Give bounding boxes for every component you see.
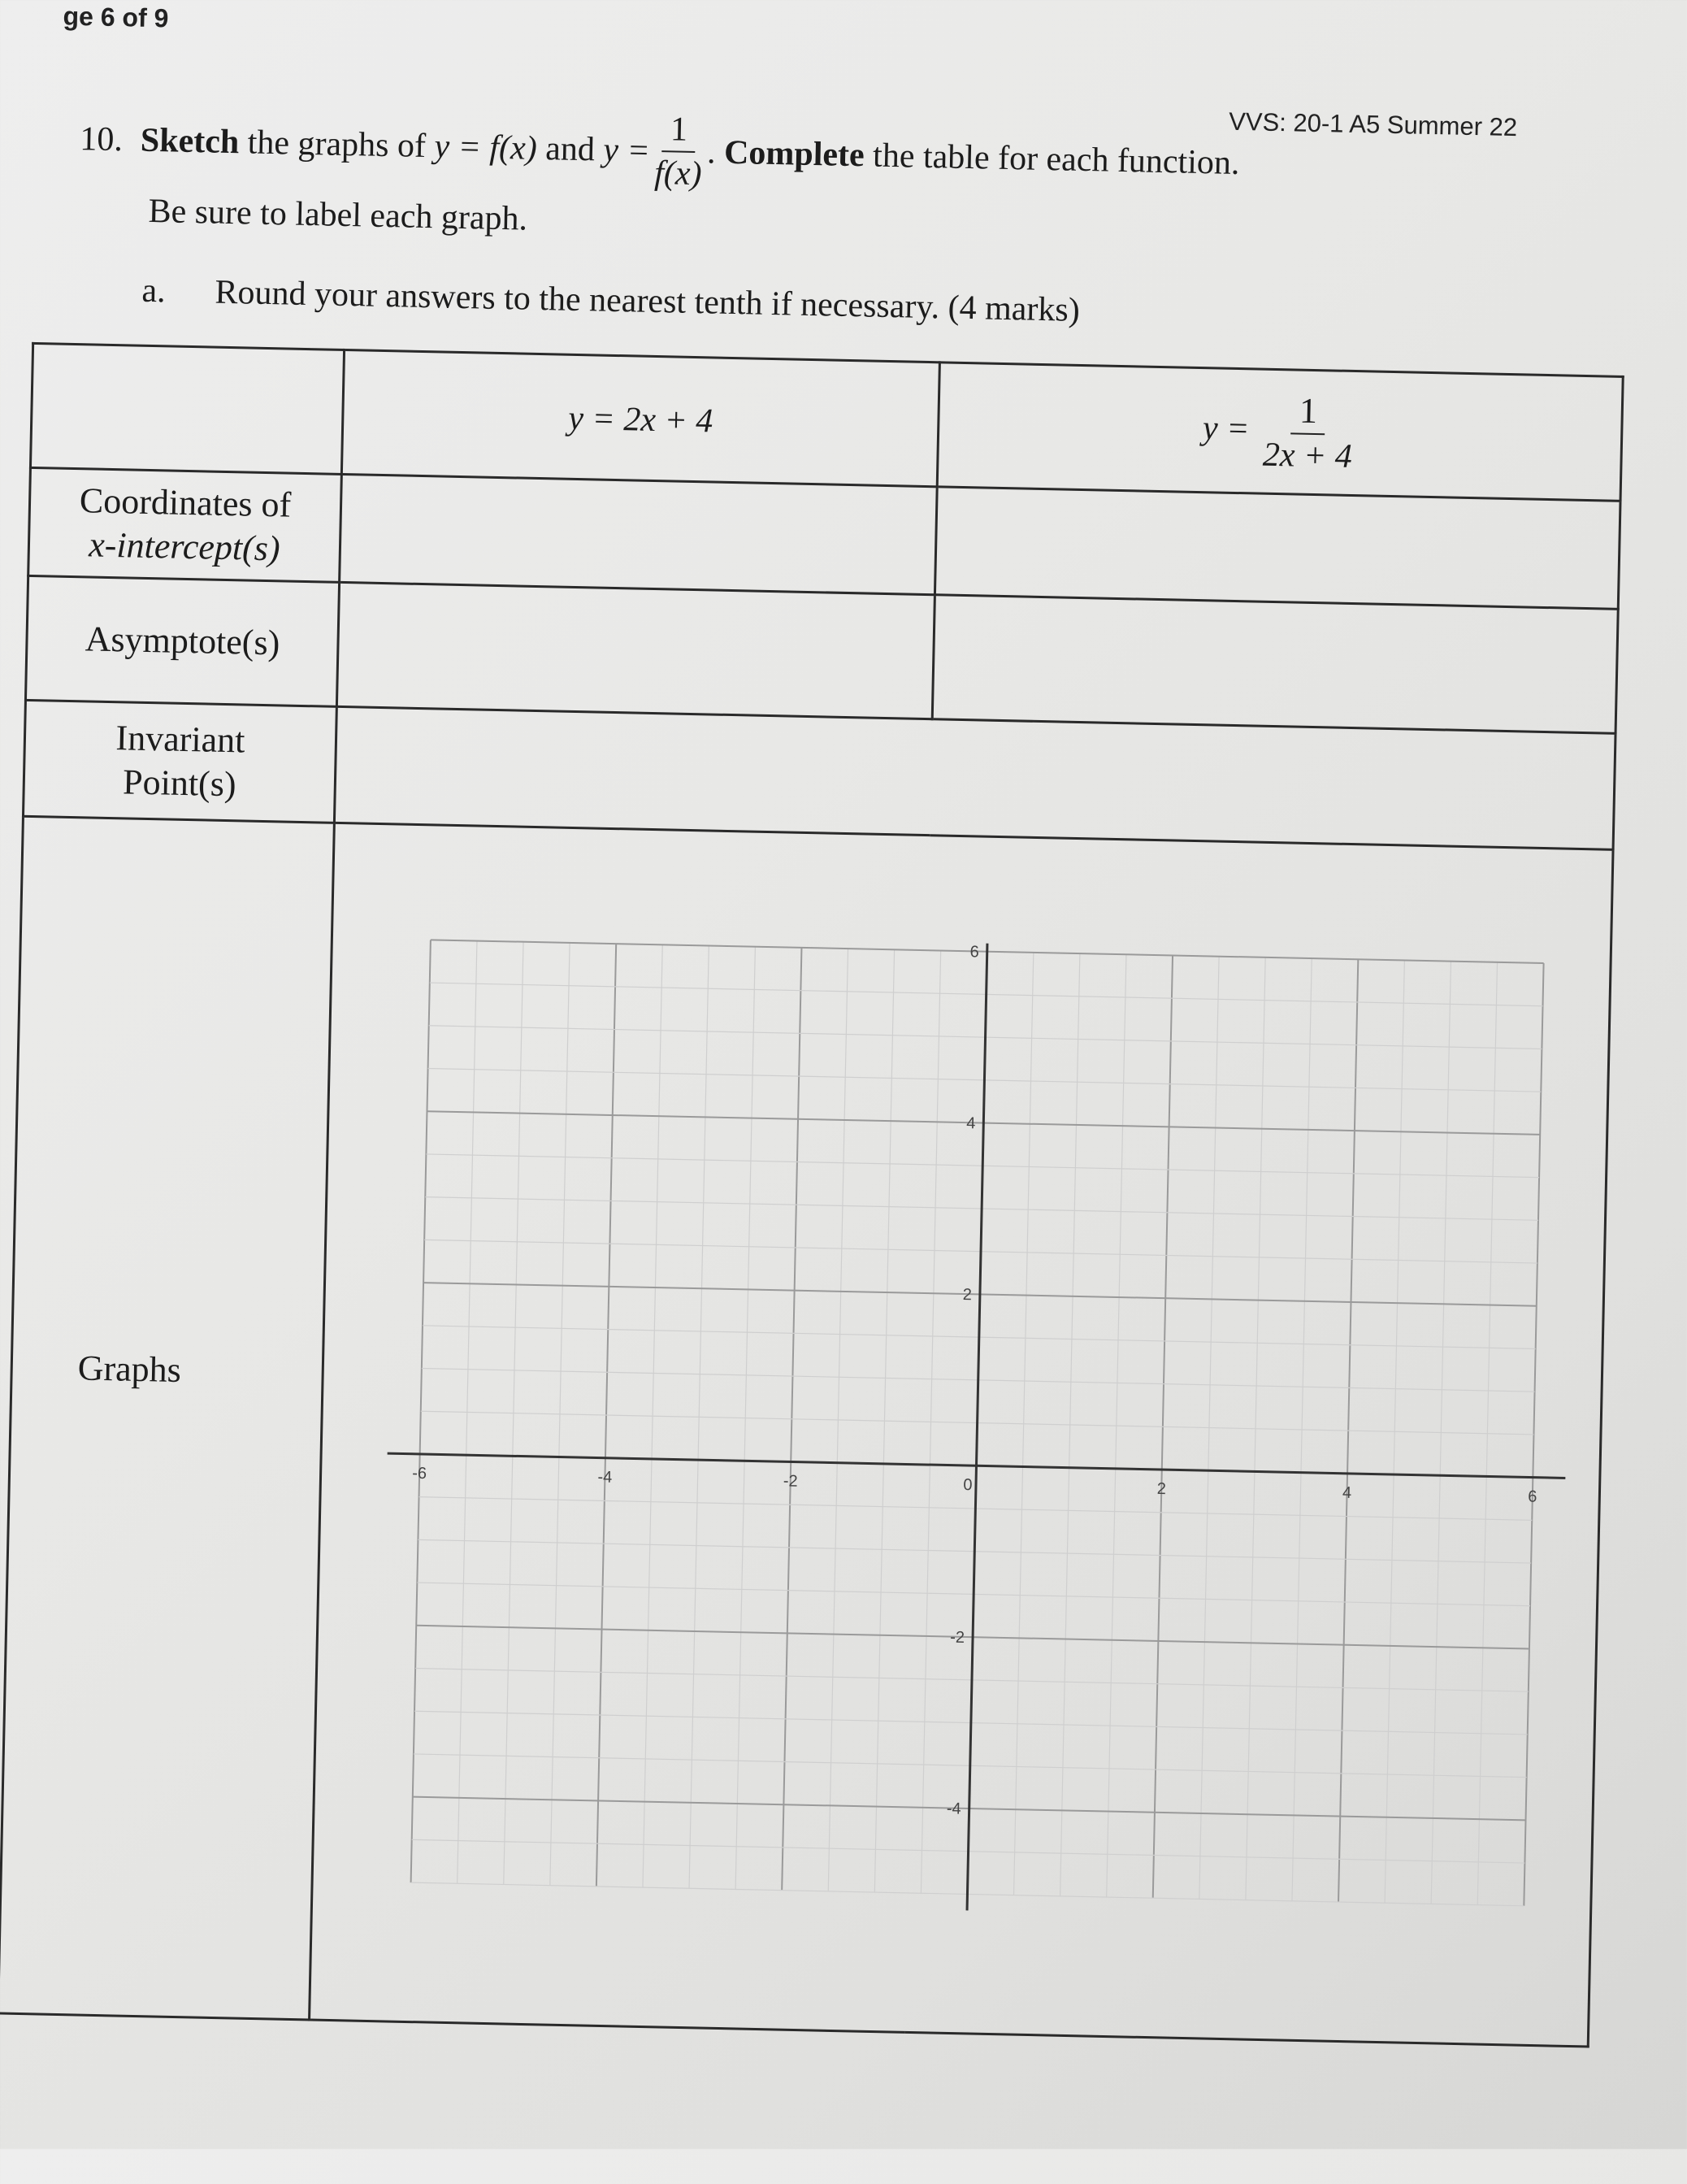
invariant-label-line2: Point(s) — [122, 762, 237, 805]
header-reciprocal-function — [937, 363, 1623, 501]
x-tick-label: 2 — [1156, 1479, 1167, 1499]
x-tick-label: 0 — [963, 1475, 973, 1495]
question-part-a — [141, 271, 1080, 330]
question-instruction: Be sure to label each graph. — [148, 192, 528, 238]
course-tag: VVS: 20-1 A5 Summer 22 — [1228, 106, 1518, 142]
intercepts-label — [28, 467, 342, 582]
intercepts-answer-reciprocal[interactable] — [935, 487, 1620, 610]
y-tick-label: 2 — [962, 1285, 973, 1305]
graphs-label-cell — [0, 816, 334, 2020]
x-tick-label: -6 — [412, 1464, 427, 1483]
graphs-label: Graphs — [77, 1348, 182, 1391]
y-tick-label: 4 — [965, 1114, 976, 1133]
table-row-graphs — [0, 816, 1613, 2047]
y-tick-label: -4 — [946, 1800, 961, 1818]
reciprocal-header-lhs: y = — [1202, 409, 1251, 448]
intercepts-label-line2: x-intercept(s) — [88, 524, 281, 569]
x-tick-label: 6 — [1528, 1487, 1537, 1506]
part-letter: a. — [141, 271, 167, 310]
reciprocal-denominator: f(x) — [653, 154, 703, 193]
part-text: Round your answers to the nearest tenth if necessary. (4 marks) — [215, 273, 1081, 329]
linear-function-label: y = 2x + 4 — [567, 399, 713, 440]
reciprocal-header-numerator: 1 — [1290, 389, 1325, 435]
reciprocal-header-fraction — [1262, 389, 1353, 475]
x-tick-label: -2 — [783, 1472, 798, 1491]
graph-area[interactable] — [310, 823, 1614, 2047]
function-f: y = f(x) — [434, 128, 538, 167]
question-and: and — [544, 130, 596, 169]
header-linear-function — [341, 350, 939, 486]
x-tick-label: 4 — [1342, 1483, 1352, 1502]
invariant-label-line1: Invariant — [115, 718, 245, 761]
reciprocal-header-denominator: 2x + 4 — [1262, 436, 1353, 475]
question-period: . — [706, 133, 717, 172]
page-number: ge 6 of 9 — [63, 1, 169, 33]
question-text-2: the table for each function. — [872, 137, 1240, 182]
reciprocal-numerator: 1 — [661, 110, 696, 153]
question-prompt — [79, 98, 1240, 205]
reciprocal-fraction — [654, 110, 703, 193]
coordinate-grid[interactable] — [361, 890, 1593, 1956]
question-verb: Sketch — [140, 121, 240, 162]
asymptotes-answer-linear[interactable] — [336, 582, 935, 719]
question-number: 10. — [79, 120, 124, 159]
question-complete: Complete — [723, 133, 865, 175]
asymptotes-label: Asymptote(s) — [25, 575, 339, 706]
y-tick-label: 6 — [969, 943, 979, 962]
intercepts-answer-linear[interactable] — [340, 474, 938, 594]
blank-corner-cell — [30, 343, 344, 474]
asymptotes-answer-reciprocal[interactable] — [932, 595, 1618, 734]
x-tick-label: -4 — [597, 1468, 613, 1487]
reciprocal-lhs: y = — [602, 131, 651, 170]
answer-table — [0, 342, 1624, 2048]
question-text-1: the graphs of — [247, 124, 427, 166]
y-tick-label: -2 — [950, 1628, 965, 1647]
invariant-label — [23, 700, 336, 823]
intercepts-label-line1: Coordinates of — [79, 480, 292, 525]
